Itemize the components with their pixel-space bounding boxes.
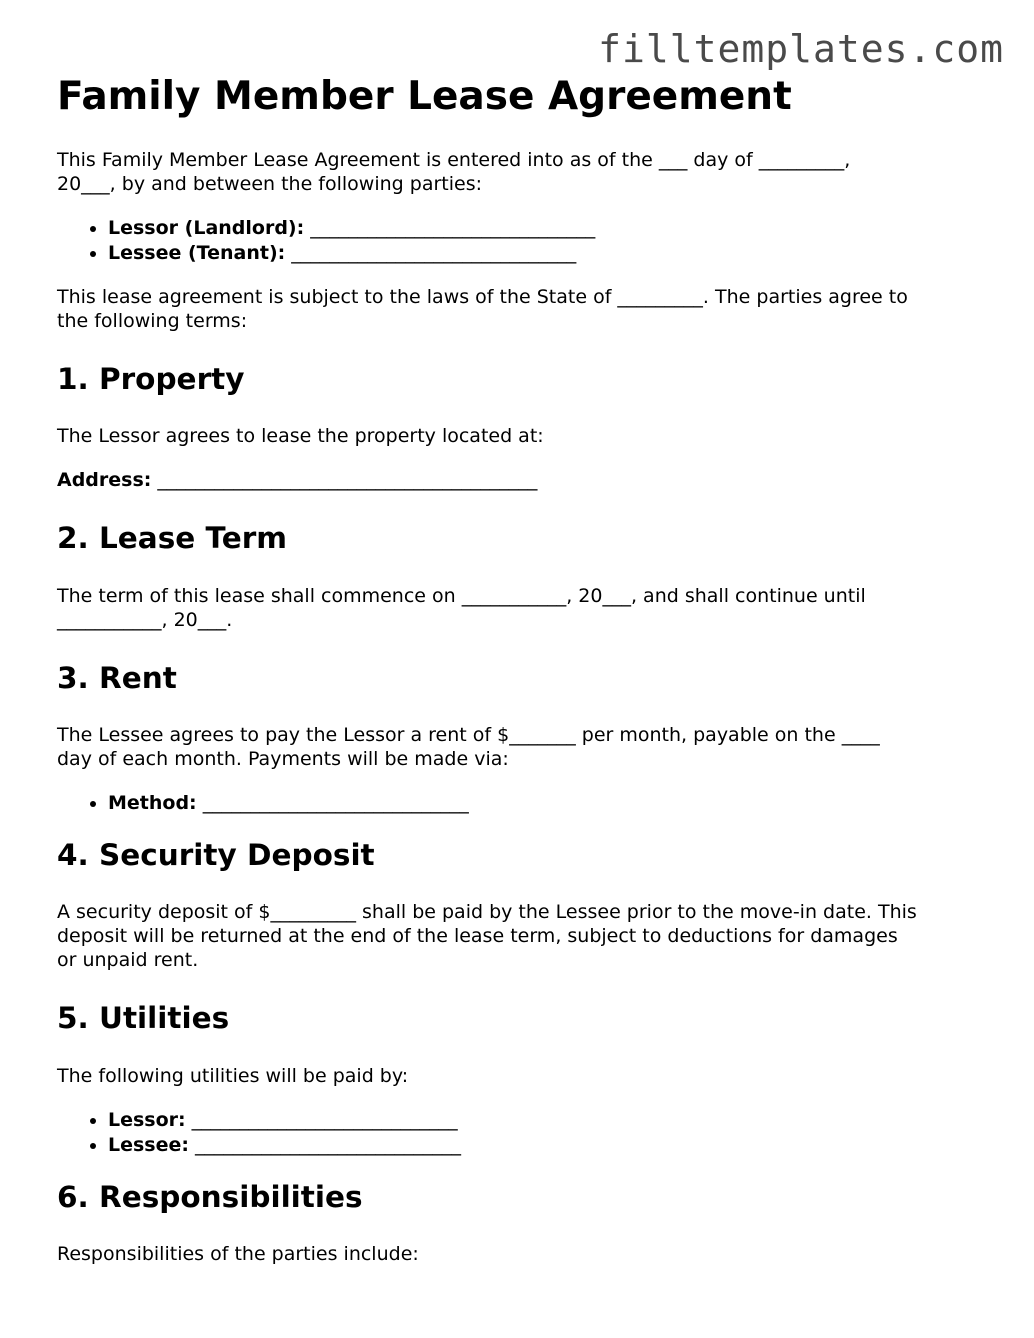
- security-deposit-paragraph: [57, 900, 987, 972]
- address-blank: ________________________________________: [151, 469, 538, 492]
- lease-term-paragraph: [57, 584, 987, 632]
- intro-line-1: This Family Member Lease Agreement is entered into as of the ___ day of _________,: [57, 148, 851, 171]
- address-line: [57, 468, 987, 492]
- utilities-heading: 5. Utilities: [57, 1001, 230, 1036]
- lessor-landlord-label: Lessor (Landlord):: [108, 216, 305, 239]
- utilities-text: The following utilities will be paid by:: [57, 1064, 409, 1087]
- lessor-landlord-blank: ______________________________: [304, 216, 596, 239]
- watermark: filltemplates.com: [598, 27, 1004, 71]
- method-label: Method:: [108, 791, 197, 814]
- security-deposit-heading: 4. Security Deposit: [57, 837, 375, 872]
- rent-method-list: [57, 791, 987, 816]
- utilities-lessor-blank: ____________________________: [185, 1108, 458, 1131]
- utilities-list: [57, 1108, 987, 1158]
- list-item: [108, 1133, 987, 1158]
- term-line-2: ___________, 20___.: [57, 608, 233, 631]
- utilities-lessee-label: Lessee:: [108, 1133, 189, 1156]
- utilities-lessee-blank: ____________________________: [188, 1133, 462, 1156]
- lease-term-heading: 2. Lease Term: [57, 521, 288, 556]
- address-label: Address:: [57, 469, 152, 492]
- rent-heading: 3. Rent: [57, 660, 177, 695]
- list-item: [108, 216, 987, 241]
- deposit-line-2: deposit will be returned at the end of the lease term, subject to deductions for damages: [57, 925, 898, 948]
- property-heading: 1. Property: [57, 361, 245, 396]
- governing-law-paragraph: [57, 285, 987, 333]
- intro-line-2: 20___, by and between the following parties:: [57, 172, 482, 195]
- law-line-2: the following terms:: [57, 309, 248, 332]
- document-page: [57, 74, 987, 1266]
- parties-list: [57, 216, 987, 266]
- rent-line-2: day of each month. Payments will be made via:: [57, 747, 509, 770]
- deposit-line-3: or unpaid rent.: [57, 949, 199, 972]
- lessee-tenant-label: Lessee (Tenant):: [108, 241, 286, 264]
- lessee-tenant-blank: ______________________________: [285, 241, 577, 264]
- responsibilities-text: Responsibilities of the parties include:: [57, 1243, 419, 1266]
- law-line-1: This lease agreement is subject to the laws of the State of _________. The parties agree to: [57, 285, 908, 308]
- intro-paragraph: [57, 148, 987, 196]
- rent-paragraph: [57, 723, 987, 771]
- deposit-line-1: A security deposit of $_________ shall be paid by the Lessee prior to the move-in date. This: [57, 901, 917, 924]
- rent-line-1: The Lessee agrees to pay the Lessor a rent of $_______ per month, payable on the ____: [57, 723, 880, 746]
- responsibilities-heading: 6. Responsibilities: [57, 1179, 363, 1214]
- property-text: The Lessor agrees to lease the property located at:: [57, 425, 544, 448]
- list-item: [108, 241, 987, 266]
- document-title: Family Member Lease Agreement: [57, 74, 792, 119]
- utilities-lessor-label: Lessor:: [108, 1108, 186, 1131]
- list-item: [108, 791, 987, 816]
- method-blank: ____________________________: [196, 791, 469, 814]
- list-item: [108, 1108, 987, 1133]
- term-line-1: The term of this lease shall commence on ___________, 20___, and shall continue until: [57, 584, 866, 607]
